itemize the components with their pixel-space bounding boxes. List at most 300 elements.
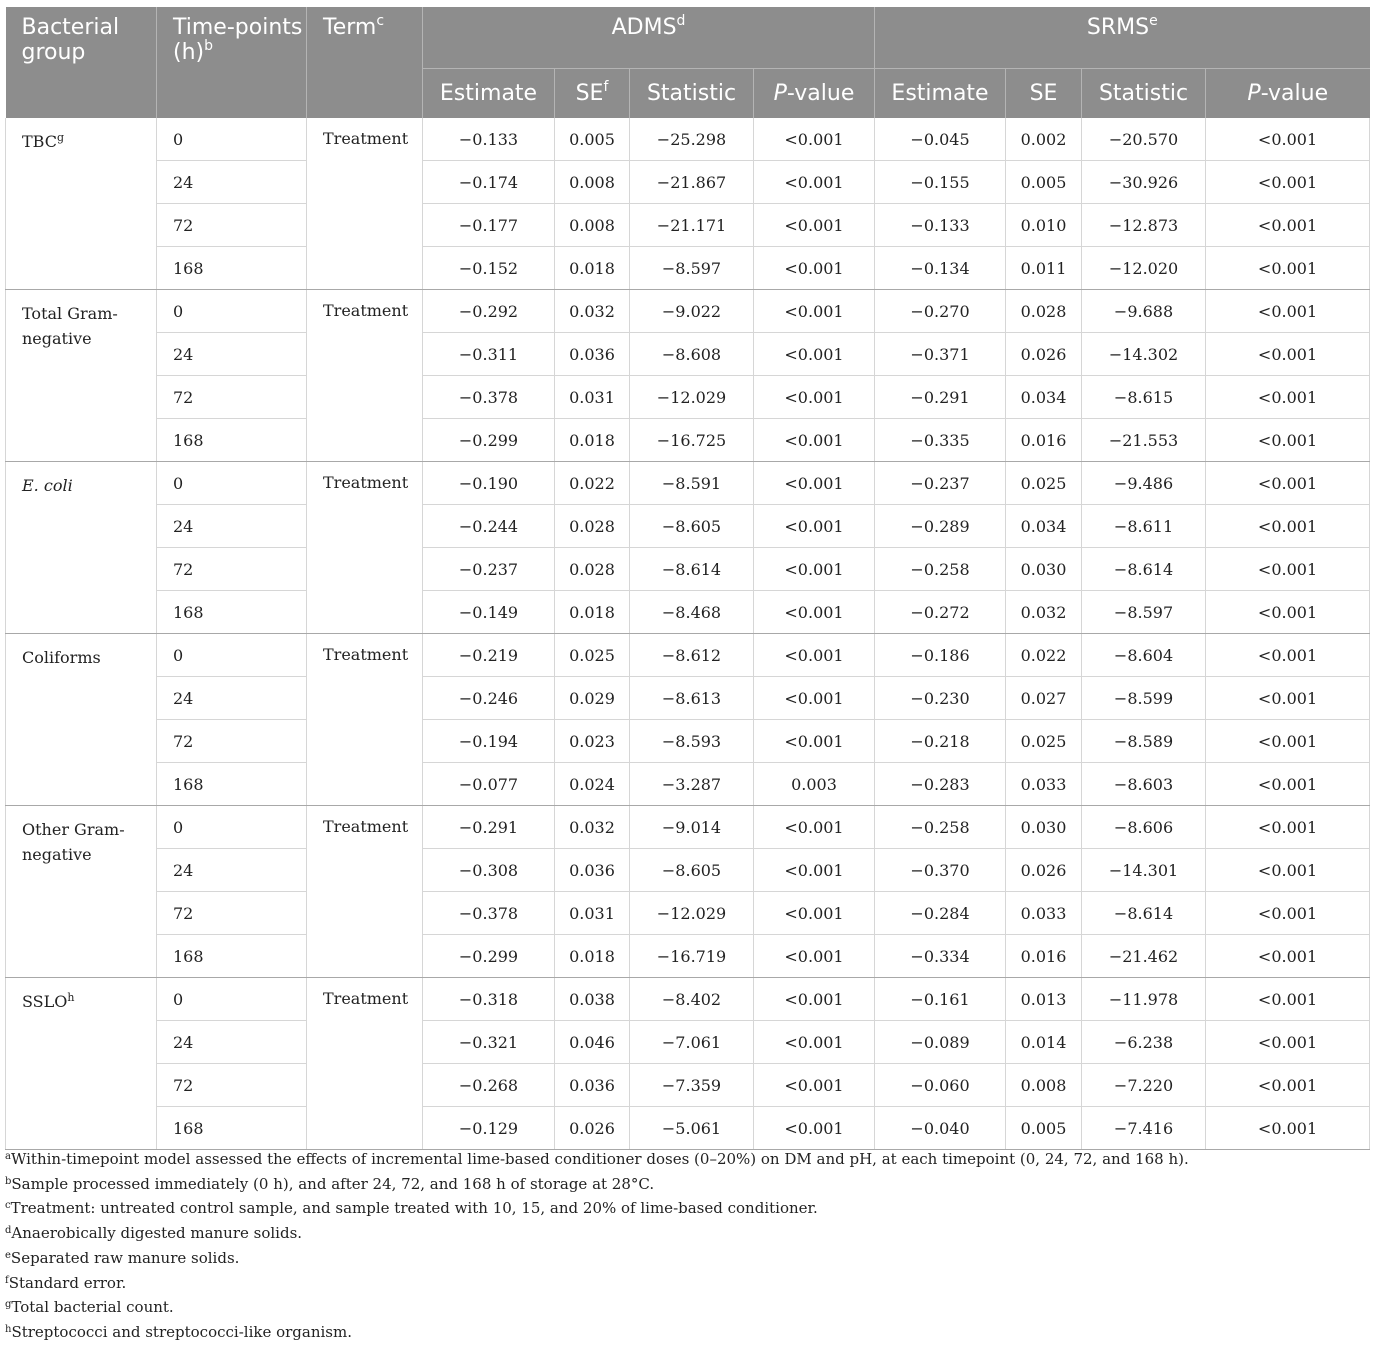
adms-se-cell: 0.029: [555, 677, 630, 720]
srms-estimate-cell: −0.133: [875, 204, 1006, 247]
adms-se-cell: 0.005: [555, 118, 630, 161]
adms-pvalue-cell: <0.001: [754, 677, 875, 720]
table-row: [6, 935, 1370, 978]
footnote: [5, 1172, 1369, 1197]
adms-pvalue-cell: <0.001: [754, 1021, 875, 1064]
srms-statistic-cell: −6.238: [1082, 1021, 1206, 1064]
adms-pvalue-cell: <0.001: [754, 290, 875, 333]
header-term-label: Term: [323, 15, 377, 40]
table-row: [6, 978, 1370, 1021]
srms-statistic-cell: −7.416: [1082, 1107, 1206, 1150]
header-srms-se: SE: [1006, 69, 1082, 119]
footnote-marker: c: [376, 13, 385, 29]
srms-estimate-cell: −0.089: [875, 1021, 1006, 1064]
srms-pvalue-cell: <0.001: [1206, 677, 1370, 720]
srms-se-cell: 0.032: [1006, 591, 1082, 634]
srms-estimate-cell: −0.040: [875, 1107, 1006, 1150]
adms-estimate-cell: −0.299: [423, 935, 555, 978]
srms-statistic-cell: −11.978: [1082, 978, 1206, 1021]
srms-se-cell: 0.022: [1006, 634, 1082, 677]
adms-pvalue-cell: <0.001: [754, 505, 875, 548]
srms-se-cell: 0.030: [1006, 806, 1082, 849]
srms-pvalue-cell: <0.001: [1206, 419, 1370, 462]
timepoint-cell: 168: [157, 763, 307, 806]
table-row: [6, 505, 1370, 548]
timepoint-cell: 24: [157, 333, 307, 376]
srms-se-cell: 0.027: [1006, 677, 1082, 720]
adms-statistic-cell: −8.402: [630, 978, 754, 1021]
footnote-text: Within-timepoint model assessed the effects of incremental lime-based conditioner doses (0–20%) on DM and pH, at each timepoint (0, 24, 72, and 168 h).: [10, 1150, 1189, 1168]
srms-pvalue-cell: <0.001: [1206, 1107, 1370, 1150]
timepoint-cell: 72: [157, 376, 307, 419]
srms-pvalue-cell: <0.001: [1206, 849, 1370, 892]
table-row: [6, 1021, 1370, 1064]
table-row: [6, 333, 1370, 376]
srms-estimate-cell: −0.258: [875, 806, 1006, 849]
adms-statistic-cell: −8.597: [630, 247, 754, 290]
table-row: [6, 720, 1370, 763]
timepoint-cell: 72: [157, 548, 307, 591]
adms-statistic-cell: −8.612: [630, 634, 754, 677]
srms-pvalue-cell: <0.001: [1206, 247, 1370, 290]
adms-statistic-cell: −8.593: [630, 720, 754, 763]
adms-se-cell: 0.032: [555, 806, 630, 849]
srms-estimate-cell: −0.045: [875, 118, 1006, 161]
srms-estimate-cell: −0.237: [875, 462, 1006, 505]
adms-pvalue-cell: <0.001: [754, 462, 875, 505]
adms-estimate-cell: −0.311: [423, 333, 555, 376]
term-cell: Treatment: [307, 978, 423, 1150]
srms-estimate-cell: −0.334: [875, 935, 1006, 978]
header-p-rest: -value: [1260, 81, 1329, 106]
adms-estimate-cell: −0.149: [423, 591, 555, 634]
srms-estimate-cell: −0.155: [875, 161, 1006, 204]
bacterial-group-cell: [6, 290, 157, 462]
adms-statistic-cell: −8.613: [630, 677, 754, 720]
header-adms-statistic: Statistic: [630, 69, 754, 119]
srms-statistic-cell: −20.570: [1082, 118, 1206, 161]
srms-estimate-cell: −0.335: [875, 419, 1006, 462]
srms-se-cell: 0.033: [1006, 763, 1082, 806]
table-row: [6, 462, 1370, 505]
footnote-text: Streptococci and streptococci-like organism.: [11, 1322, 352, 1341]
timepoint-cell: 168: [157, 935, 307, 978]
srms-estimate-cell: −0.186: [875, 634, 1006, 677]
adms-statistic-cell: −8.605: [630, 505, 754, 548]
footnote-mark: e: [5, 1249, 11, 1261]
timepoint-cell: 72: [157, 204, 307, 247]
srms-estimate-cell: −0.289: [875, 505, 1006, 548]
adms-pvalue-cell: <0.001: [754, 161, 875, 204]
header-p-italic: P: [1247, 81, 1261, 106]
adms-pvalue-cell: <0.001: [754, 548, 875, 591]
bacterial-group-cell: [6, 118, 157, 290]
adms-se-cell: 0.046: [555, 1021, 630, 1064]
srms-statistic-cell: −8.614: [1082, 548, 1206, 591]
srms-statistic-cell: −14.302: [1082, 333, 1206, 376]
header-srms-label: SRMS: [1086, 15, 1150, 40]
adms-se-cell: 0.026: [555, 1107, 630, 1150]
bacterial-group-name: Other Gram-negative: [22, 820, 125, 864]
srms-statistic-cell: −21.553: [1082, 419, 1206, 462]
srms-estimate-cell: −0.258: [875, 548, 1006, 591]
srms-estimate-cell: −0.284: [875, 892, 1006, 935]
header-timepoints: [157, 7, 307, 118]
srms-pvalue-cell: <0.001: [1206, 376, 1370, 419]
srms-se-cell: 0.026: [1006, 333, 1082, 376]
adms-se-cell: 0.028: [555, 548, 630, 591]
adms-statistic-cell: −12.029: [630, 376, 754, 419]
adms-estimate-cell: −0.268: [423, 1064, 555, 1107]
header-bacterial-group: Bacterial group: [6, 7, 157, 118]
srms-pvalue-cell: <0.001: [1206, 634, 1370, 677]
srms-pvalue-cell: <0.001: [1206, 462, 1370, 505]
adms-pvalue-cell: <0.001: [754, 419, 875, 462]
adms-statistic-cell: −7.061: [630, 1021, 754, 1064]
adms-estimate-cell: −0.174: [423, 161, 555, 204]
adms-statistic-cell: −9.022: [630, 290, 754, 333]
srms-se-cell: 0.028: [1006, 290, 1082, 333]
timepoint-cell: 24: [157, 505, 307, 548]
srms-se-cell: 0.008: [1006, 1064, 1082, 1107]
adms-estimate-cell: −0.219: [423, 634, 555, 677]
srms-statistic-cell: −14.301: [1082, 849, 1206, 892]
footnote-text: Separated raw manure solids.: [10, 1248, 240, 1267]
adms-estimate-cell: −0.077: [423, 763, 555, 806]
adms-estimate-cell: −0.244: [423, 505, 555, 548]
adms-statistic-cell: −9.014: [630, 806, 754, 849]
adms-pvalue-cell: <0.001: [754, 978, 875, 1021]
header-adms-estimate: Estimate: [423, 69, 555, 119]
srms-pvalue-cell: <0.001: [1206, 290, 1370, 333]
srms-statistic-cell: −7.220: [1082, 1064, 1206, 1107]
adms-se-cell: 0.018: [555, 935, 630, 978]
timepoint-cell: 0: [157, 290, 307, 333]
adms-se-cell: 0.018: [555, 419, 630, 462]
srms-statistic-cell: −8.599: [1082, 677, 1206, 720]
footnote-mark: c: [5, 1200, 11, 1212]
srms-pvalue-cell: <0.001: [1206, 935, 1370, 978]
adms-estimate-cell: −0.177: [423, 204, 555, 247]
srms-se-cell: 0.011: [1006, 247, 1082, 290]
srms-se-cell: 0.025: [1006, 462, 1082, 505]
adms-se-cell: 0.018: [555, 591, 630, 634]
footnote-marker: f: [603, 79, 609, 95]
adms-se-cell: 0.024: [555, 763, 630, 806]
adms-statistic-cell: −16.719: [630, 935, 754, 978]
timepoint-cell: 168: [157, 247, 307, 290]
adms-pvalue-cell: <0.001: [754, 892, 875, 935]
srms-se-cell: 0.005: [1006, 161, 1082, 204]
adms-statistic-cell: −3.287: [630, 763, 754, 806]
timepoint-cell: 168: [157, 1107, 307, 1150]
srms-estimate-cell: −0.272: [875, 591, 1006, 634]
adms-statistic-cell: −21.867: [630, 161, 754, 204]
srms-estimate-cell: −0.291: [875, 376, 1006, 419]
srms-statistic-cell: −12.873: [1082, 204, 1206, 247]
footnote: [5, 1295, 1369, 1320]
timepoint-cell: 0: [157, 634, 307, 677]
adms-pvalue-cell: <0.001: [754, 376, 875, 419]
srms-se-cell: 0.034: [1006, 505, 1082, 548]
header-adms-label: ADMS: [611, 15, 677, 40]
srms-se-cell: 0.002: [1006, 118, 1082, 161]
footnote-marker: d: [676, 13, 686, 29]
srms-statistic-cell: −8.615: [1082, 376, 1206, 419]
adms-pvalue-cell: <0.001: [754, 806, 875, 849]
adms-estimate-cell: −0.308: [423, 849, 555, 892]
table-row: [6, 849, 1370, 892]
header-p-italic: P: [773, 81, 787, 106]
timepoint-cell: 0: [157, 118, 307, 161]
footnote: [5, 1147, 1369, 1172]
adms-estimate-cell: −0.237: [423, 548, 555, 591]
footnote-mark: h: [5, 1323, 12, 1335]
term-cell: Treatment: [307, 462, 423, 634]
adms-se-cell: 0.008: [555, 204, 630, 247]
table-row: [6, 892, 1370, 935]
adms-pvalue-cell: <0.001: [754, 849, 875, 892]
adms-pvalue-cell: <0.001: [754, 1107, 875, 1150]
adms-pvalue-cell: 0.003: [754, 763, 875, 806]
header-adms-se: [555, 69, 630, 119]
footnote-marker: b: [204, 38, 213, 54]
srms-statistic-cell: −30.926: [1082, 161, 1206, 204]
srms-pvalue-cell: <0.001: [1206, 763, 1370, 806]
srms-estimate-cell: −0.134: [875, 247, 1006, 290]
header-se-label: SE: [575, 81, 604, 106]
adms-se-cell: 0.028: [555, 505, 630, 548]
adms-se-cell: 0.032: [555, 290, 630, 333]
footnote: [5, 1196, 1369, 1221]
adms-estimate-cell: −0.246: [423, 677, 555, 720]
srms-statistic-cell: −8.603: [1082, 763, 1206, 806]
srms-se-cell: 0.005: [1006, 1107, 1082, 1150]
bacterial-group-cell: [6, 806, 157, 978]
timepoint-cell: 168: [157, 591, 307, 634]
srms-pvalue-cell: <0.001: [1206, 1021, 1370, 1064]
adms-statistic-cell: −8.605: [630, 849, 754, 892]
results-table: [5, 7, 1370, 1150]
term-cell: Treatment: [307, 290, 423, 462]
srms-se-cell: 0.033: [1006, 892, 1082, 935]
adms-estimate-cell: −0.378: [423, 376, 555, 419]
timepoint-cell: 168: [157, 419, 307, 462]
adms-estimate-cell: −0.321: [423, 1021, 555, 1064]
srms-estimate-cell: −0.161: [875, 978, 1006, 1021]
adms-se-cell: 0.036: [555, 333, 630, 376]
adms-pvalue-cell: <0.001: [754, 634, 875, 677]
timepoint-cell: 72: [157, 892, 307, 935]
srms-statistic-cell: −8.611: [1082, 505, 1206, 548]
header-adms: [423, 7, 875, 69]
bacterial-group-cell: [6, 978, 157, 1150]
table-row: [6, 1107, 1370, 1150]
timepoint-cell: 0: [157, 462, 307, 505]
footnote-mark: g: [5, 1299, 12, 1311]
adms-estimate-cell: −0.318: [423, 978, 555, 1021]
bacterial-group-name: SSLO: [22, 992, 68, 1011]
footnote-marker: e: [1149, 13, 1158, 29]
footnotes: [5, 1147, 1369, 1345]
header-srms-statistic: Statistic: [1082, 69, 1206, 119]
table-row: [6, 763, 1370, 806]
adms-se-cell: 0.025: [555, 634, 630, 677]
timepoint-cell: 24: [157, 161, 307, 204]
table-row: [6, 677, 1370, 720]
adms-estimate-cell: −0.194: [423, 720, 555, 763]
footnote-marker: h: [67, 991, 75, 1004]
adms-se-cell: 0.018: [555, 247, 630, 290]
adms-pvalue-cell: <0.001: [754, 333, 875, 376]
adms-se-cell: 0.031: [555, 892, 630, 935]
srms-estimate-cell: −0.371: [875, 333, 1006, 376]
srms-estimate-cell: −0.060: [875, 1064, 1006, 1107]
adms-se-cell: 0.036: [555, 849, 630, 892]
adms-se-cell: 0.036: [555, 1064, 630, 1107]
adms-statistic-cell: −16.725: [630, 419, 754, 462]
table-row: [6, 1064, 1370, 1107]
adms-statistic-cell: −8.468: [630, 591, 754, 634]
table-row: [6, 118, 1370, 161]
table-row: [6, 204, 1370, 247]
srms-se-cell: 0.016: [1006, 935, 1082, 978]
adms-pvalue-cell: <0.001: [754, 118, 875, 161]
header-p-rest: -value: [786, 81, 855, 106]
srms-se-cell: 0.014: [1006, 1021, 1082, 1064]
adms-se-cell: 0.023: [555, 720, 630, 763]
footnote-mark: d: [5, 1225, 12, 1237]
srms-pvalue-cell: <0.001: [1206, 892, 1370, 935]
footnote-text: Standard error.: [8, 1273, 127, 1292]
srms-pvalue-cell: <0.001: [1206, 333, 1370, 376]
timepoint-cell: 0: [157, 978, 307, 1021]
adms-pvalue-cell: <0.001: [754, 720, 875, 763]
srms-se-cell: 0.013: [1006, 978, 1082, 1021]
adms-pvalue-cell: <0.001: [754, 1064, 875, 1107]
srms-statistic-cell: −12.020: [1082, 247, 1206, 290]
srms-statistic-cell: −8.589: [1082, 720, 1206, 763]
table-row: [6, 548, 1370, 591]
srms-se-cell: 0.016: [1006, 419, 1082, 462]
adms-statistic-cell: −8.608: [630, 333, 754, 376]
table-row: [6, 247, 1370, 290]
adms-statistic-cell: −8.591: [630, 462, 754, 505]
table-body: [6, 118, 1370, 1150]
srms-pvalue-cell: <0.001: [1206, 720, 1370, 763]
table-row: [6, 419, 1370, 462]
table-row: [6, 161, 1370, 204]
adms-statistic-cell: −12.029: [630, 892, 754, 935]
adms-estimate-cell: −0.291: [423, 806, 555, 849]
srms-statistic-cell: −8.597: [1082, 591, 1206, 634]
footnote-text: Sample processed immediately (0 h), and after 24, 72, and 168 h of storage at 28°C.: [11, 1174, 655, 1193]
adms-pvalue-cell: <0.001: [754, 591, 875, 634]
srms-pvalue-cell: <0.001: [1206, 548, 1370, 591]
header-term: [307, 7, 423, 118]
srms-pvalue-cell: <0.001: [1206, 806, 1370, 849]
footnote-text: Anaerobically digested manure solids.: [11, 1224, 303, 1243]
table-row: [6, 290, 1370, 333]
bacterial-group-name: TBC: [22, 132, 57, 151]
adms-statistic-cell: −21.171: [630, 204, 754, 247]
footnote-text: Total bacterial count.: [11, 1298, 174, 1317]
srms-statistic-cell: −8.604: [1082, 634, 1206, 677]
srms-estimate-cell: −0.283: [875, 763, 1006, 806]
adms-estimate-cell: −0.292: [423, 290, 555, 333]
header-srms-pvalue: [1206, 69, 1370, 119]
timepoint-cell: 0: [157, 806, 307, 849]
header-srms: [875, 7, 1370, 69]
srms-estimate-cell: −0.370: [875, 849, 1006, 892]
srms-se-cell: 0.010: [1006, 204, 1082, 247]
adms-statistic-cell: −25.298: [630, 118, 754, 161]
table-row: [6, 376, 1370, 419]
srms-se-cell: 0.030: [1006, 548, 1082, 591]
adms-estimate-cell: −0.133: [423, 118, 555, 161]
footnote-mark: b: [5, 1175, 12, 1187]
adms-statistic-cell: −8.614: [630, 548, 754, 591]
bacterial-group-cell: [6, 634, 157, 806]
srms-statistic-cell: −9.486: [1082, 462, 1206, 505]
adms-se-cell: 0.022: [555, 462, 630, 505]
adms-se-cell: 0.038: [555, 978, 630, 1021]
term-cell: Treatment: [307, 806, 423, 978]
adms-pvalue-cell: <0.001: [754, 247, 875, 290]
srms-pvalue-cell: <0.001: [1206, 161, 1370, 204]
srms-pvalue-cell: <0.001: [1206, 118, 1370, 161]
table-row: [6, 806, 1370, 849]
footnote-mark: f: [5, 1274, 9, 1286]
srms-se-cell: 0.034: [1006, 376, 1082, 419]
header-srms-estimate: Estimate: [875, 69, 1006, 119]
bacterial-group-cell: [6, 462, 157, 634]
timepoint-cell: 24: [157, 849, 307, 892]
footnote-text: Treatment: untreated control sample, and sample treated with 10, 15, and 20% of lime-based conditioner.: [10, 1199, 818, 1218]
table-row: [6, 634, 1370, 677]
adms-estimate-cell: −0.152: [423, 247, 555, 290]
term-cell: Treatment: [307, 634, 423, 806]
adms-pvalue-cell: <0.001: [754, 204, 875, 247]
table-row: [6, 591, 1370, 634]
header-adms-pvalue: [754, 69, 875, 119]
term-cell: Treatment: [307, 118, 423, 290]
adms-estimate-cell: −0.129: [423, 1107, 555, 1150]
footnote-marker: g: [56, 131, 65, 144]
srms-pvalue-cell: <0.001: [1206, 505, 1370, 548]
srms-pvalue-cell: <0.001: [1206, 1064, 1370, 1107]
timepoint-cell: 72: [157, 1064, 307, 1107]
footnote: [5, 1271, 1369, 1296]
srms-se-cell: 0.025: [1006, 720, 1082, 763]
adms-estimate-cell: −0.190: [423, 462, 555, 505]
timepoint-cell: 72: [157, 720, 307, 763]
srms-statistic-cell: −9.688: [1082, 290, 1206, 333]
adms-se-cell: 0.031: [555, 376, 630, 419]
adms-estimate-cell: −0.378: [423, 892, 555, 935]
adms-statistic-cell: −7.359: [630, 1064, 754, 1107]
adms-pvalue-cell: <0.001: [754, 935, 875, 978]
srms-statistic-cell: −8.614: [1082, 892, 1206, 935]
srms-estimate-cell: −0.218: [875, 720, 1006, 763]
adms-statistic-cell: −5.061: [630, 1107, 754, 1150]
srms-pvalue-cell: <0.001: [1206, 204, 1370, 247]
srms-statistic-cell: −21.462: [1082, 935, 1206, 978]
footnote-mark: a: [5, 1151, 11, 1162]
footnote: [5, 1221, 1369, 1246]
srms-pvalue-cell: <0.001: [1206, 978, 1370, 1021]
footnote: [5, 1246, 1369, 1271]
